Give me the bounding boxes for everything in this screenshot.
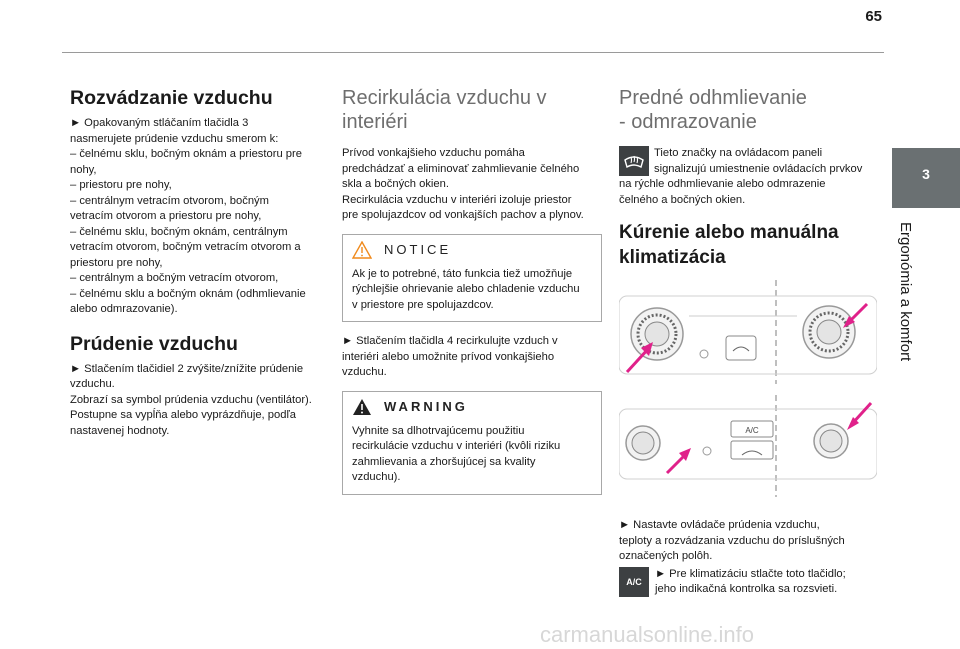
text-line: vetracím otvorom a priestoru pre nohy, [70, 210, 262, 222]
heading-air-distribution: Rozvádzanie vzduchu [70, 87, 273, 109]
ac-panel-label: A/C [745, 426, 759, 435]
recirculation-instruction [342, 334, 602, 381]
heading-line: interiéri [342, 111, 408, 133]
heading-air-flow: Prúdenie vzduchu [70, 332, 238, 355]
warning-title: WARNING [384, 399, 468, 414]
chapter-title: Ergonómia a komfort [897, 222, 914, 362]
text-line: – priestoru pre nohy, [70, 179, 172, 191]
text-line: ► Stlačením tlačidiel 2 zvýšite/znížite prúdenie [70, 362, 304, 375]
text-line: vetracím otvorom, bočným vetracím otvorom a [70, 241, 301, 253]
highlight-arrow-icon [847, 403, 871, 430]
text-line: ► Pre klimatizáciu stlačte toto tlačidlo; [655, 567, 846, 580]
text-line: ► Nastavte ovládače prúdenia vzduchu, [619, 519, 820, 531]
text-line: nohy, [70, 163, 97, 176]
text-line: priestoru pre nohy, [70, 256, 163, 269]
defrost-button [726, 336, 756, 360]
notice-title: NOTICE [384, 242, 452, 257]
text-line: nasmerujete prúdenie vzduchu smerom k: [70, 132, 279, 145]
column-defrost [619, 86, 877, 598]
air-distribution-text [70, 116, 325, 318]
text-line: Prívod vonkajšieho vzduchu pomáha [342, 147, 525, 159]
right-rotary-knob [803, 306, 855, 358]
climate-panel-illustration-2 [619, 393, 877, 501]
watermark: carmanualsonline.info [540, 622, 755, 647]
warning-box [342, 391, 602, 495]
text-line: – centrálnym vetracím otvorom, bočným [70, 194, 269, 207]
header-divider [62, 52, 884, 53]
text-line: rýchlejšie ohrievanie alebo chladenie vzduchu [352, 283, 580, 295]
text-line: čelného a bočných okien. [619, 193, 746, 206]
text-line: Zobrazí sa symbol prúdenia vzduchu (ventilátor). [70, 393, 312, 406]
highlight-arrow-icon [667, 448, 691, 473]
ac-button-icon: A/C [619, 567, 649, 597]
text-line: recirkulácie vzduchu v interiéri (kvôli riziku [352, 440, 561, 452]
text-line: pre spolujazdcov od vonkajších pachov a plynov. [342, 209, 584, 221]
heading-recirculation [342, 86, 602, 134]
text-line: Postupne sa vypĺňa alebo vyprázdňuje, podľa [70, 409, 296, 421]
text-line: – centrálnym a bočným vetracím otvorom, [70, 272, 279, 284]
text-line: Recirkulácia vzduchu v interiéri izoluje priestor [342, 193, 572, 206]
chapter-number: 3 [922, 166, 930, 182]
text-line: v priestore pre spolujazdcov. [352, 298, 494, 311]
text-line: nastavenej hodnoty. [70, 424, 170, 437]
heading-line: Kúrenie alebo manuálna [619, 222, 839, 243]
text-line: zahmlievania a zhoršujúcej sa kvality [352, 455, 536, 468]
text-line: ► Opakovaným stláčaním tlačidla 3 [70, 117, 249, 129]
text-line: Vyhnite sa dlhotrvajúcemu použitiu [352, 424, 525, 437]
text-line: ► Stlačením tlačidla 4 recirkulujte vzduch v [342, 335, 558, 347]
text-line: predchádzať a eliminovať zahmlievanie čelného [342, 162, 580, 175]
ac-button [731, 421, 773, 437]
text-line: – čelnému sklu a bočným oknám (odhmlievanie [70, 287, 306, 300]
text-line: jeho indikačná kontrolka sa rozsvieti. [655, 583, 838, 595]
text-line: vzduchu. [342, 366, 387, 378]
heading-line: Recirkulácia vzduchu v [342, 87, 547, 109]
text-line: interiéri alebo umožnite prívod vonkajšieho [342, 350, 555, 363]
left-rotary-knob [626, 426, 660, 460]
climate-panel-illustration-1 [619, 276, 877, 388]
windscreen-defrost-icon [619, 146, 649, 176]
ac-settings-text [619, 518, 877, 565]
text-line: vzduchu. [70, 378, 115, 390]
text-line: Tieto značky na ovládacom paneli [654, 147, 823, 159]
chapter-tab [892, 148, 960, 208]
heading-line: - odmrazovanie [619, 111, 757, 133]
heading-heating-ac [619, 220, 877, 270]
heading-line: klimatizácia [619, 247, 726, 268]
right-rotary-knob [814, 424, 848, 458]
text-line: vzduchu). [352, 471, 401, 483]
defrost-button [731, 441, 773, 459]
text-line: – čelnému sklu, bočným oknám, centrálnym [70, 225, 288, 238]
notice-box [342, 234, 602, 323]
text-line: Ak je to potrebné, táto funkcia tiež umožňuje [352, 267, 573, 280]
text-line: teploty a rozvádzania vzduchu do príslušných [619, 534, 845, 547]
text-line: – čelnému sklu, bočným oknám a priestoru pre [70, 148, 302, 160]
left-rotary-knob [631, 308, 683, 360]
chapter-title-vertical [884, 222, 924, 372]
warning-triangle-icon [352, 398, 372, 416]
text-line: na rýchle odhmlievanie alebo odmrazenie [619, 178, 826, 190]
text-line: alebo odmrazovanie). [70, 303, 178, 315]
air-flow-text [70, 362, 325, 440]
text-line: signalizujú umiestnenie ovládacích prvkov [654, 162, 863, 175]
text-line: označených polôh. [619, 550, 713, 562]
page-number: 65 [865, 8, 882, 25]
recirculation-text [342, 146, 602, 224]
text-line: skla a bočných okien. [342, 178, 449, 190]
heading-defrost [619, 86, 877, 134]
column-air-distribution [70, 86, 325, 439]
column-recirculation [342, 86, 602, 507]
notice-triangle-icon [352, 241, 372, 259]
heading-line: Predné odhmlievanie [619, 87, 807, 109]
